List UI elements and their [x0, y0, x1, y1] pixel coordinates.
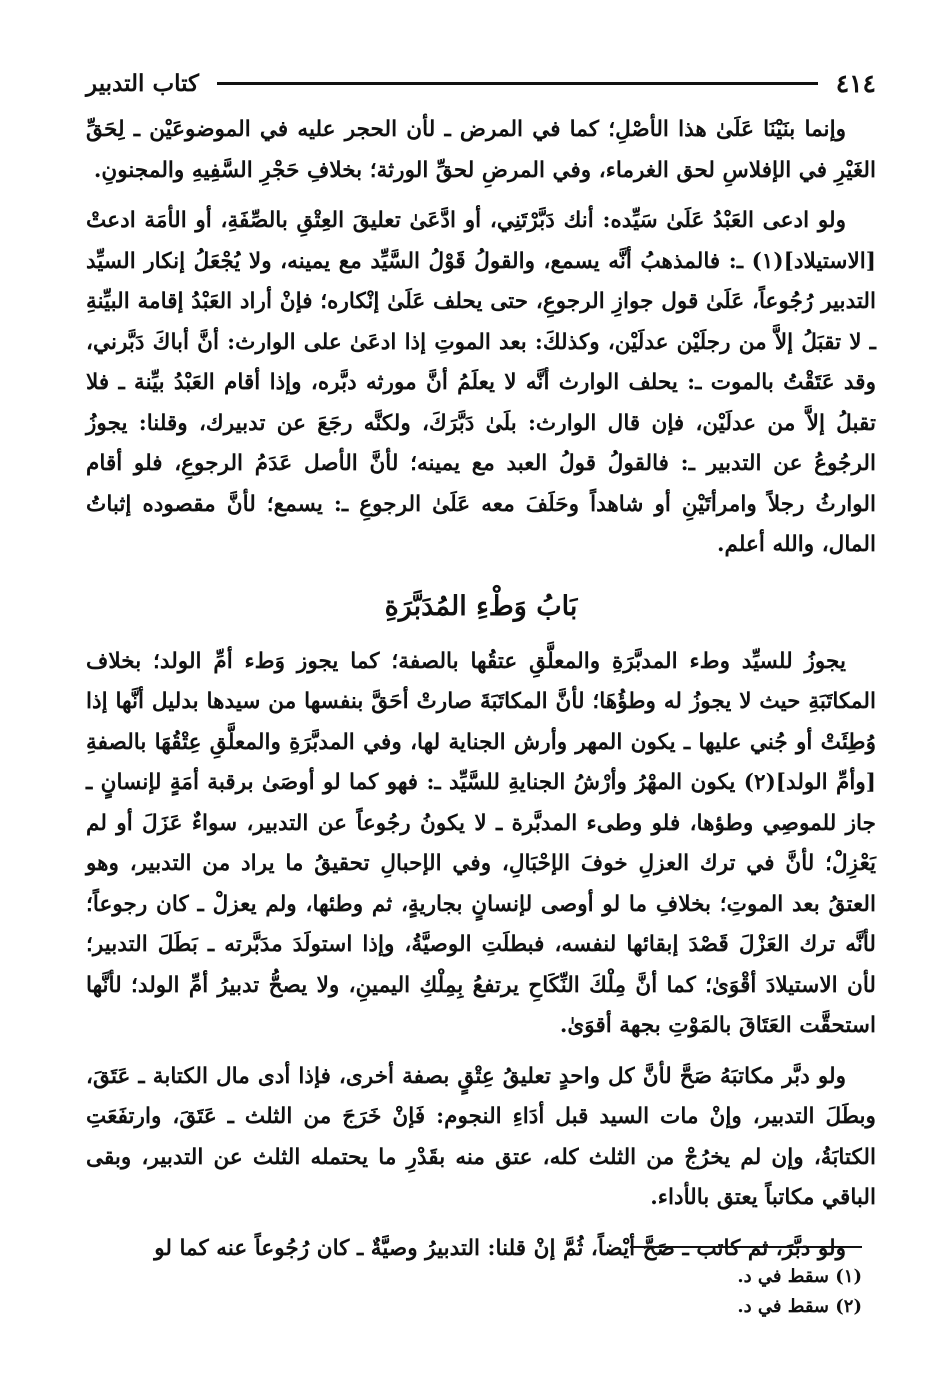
book-title: كتاب التدبير: [86, 69, 200, 97]
footnotes: [462, 1262, 862, 1322]
footnote: (١) سقط في د.: [737, 1266, 862, 1287]
page-number: ٤١٤: [835, 68, 876, 98]
header-rule: [217, 82, 818, 85]
paragraph: ولو دبَّر مكاتبَهُ صَحَّ لأنَّ كل واحدٍ تعليقُ عِتْقٍ بصفة أخرى، فإذا أدى مال الكتابة ـ عَتَقَ، وبطَلَ التدبير، وإنْ مات السيد قبل أدَاءِ النجوم: فَإنْ خَرَجَ من الثلث ـ عَتَقَ، وارتفَعَتِ الكتابَةُ، وإن لم يخرُجْ من الثلث كله، عتق منه بقَدْرِ ما يحتمله الثلث عن التدبير، وبقى الباقي مكاتباً يعتق بالأداء.: [86, 1063, 876, 1210]
chapter-title: بَابُ وَطْءِ المُدَبَّرَةِ: [384, 590, 578, 622]
paragraph: ولو ادعى العَبْدُ عَلَىٰ سَيِّده: أنك دَبَّرْتَنِي، أو ادَّعَىٰ تعليقَ العِتْقِ بالصِّفَةِ، أو الأمَة ادعتْ [الاستيلاد](١) ـ: فالمذهبُ أنَّه يسمع، والقولُ قَوْلُ السَّيِّد مع يمينه، ولا يُجْعَلُ إنكار السيِّد التدبير رُجُوعاً، عَلَىٰ قول جوازِ الرجوعِ، حتى يحلف عَلَىٰ إنْكاره؛ فإنْ أراد العَبْدُ إقامة البيِّنةِ ـ لا تقبَلُ إلاَّ من رجلَيْن عدلَيْن، وكذلكَ: بعد الموتِ إذا ادعَىٰ على الوارث: أنَّ أباكَ دَبَّرني، وقد عَتَقْتُ بالموت ـ: يحلف الوارث أنَّه لا يعلَمُ أنَّ مورثه دبَّره، وإذا أقام العَبْدُ بيِّنة ـ فلا تقبلُ إلاَّ من عدلَيْن، فإن قال الوارث: بلَىٰ دَبَّرَكَ، ولكنَّه رجَعَ عن تدبيرك، وقلنا: يجوزُ الرجُوعُ عن التدبير ـ: فالقولُ قولُ العبد مع يمينه؛ لأنَّ الأصل عَدَمُ الرجوعِ، فلو أقام الوارثُ رجلاً وامرأتَيْنِ أو شاهداً وحَلَفَ معه عَلَىٰ الرجوعِ ـ: يسمع؛ لأنَّ مقصوده إثباتُ المال، والله أعلم.: [86, 208, 876, 557]
paragraph: ولو دبَّرَ، ثم كاتب ـ صَحَّ أيْضاً، ثُمَّ إنْ قلنا: التدبيرُ وصيَّةٌ ـ كان رُجُوعاً عنه كما لو: [154, 1235, 846, 1261]
paragraph: يجوزُ للسيِّد وطء المدبَّرَةِ والمعلَّقِ عتقُها بالصفة؛ كما يجوز وَطء أمِّ الولد؛ بخلاف المكاتَبَةِ حيث لا يجوزُ له وطؤُهَا؛ لأنَّ المكاتَبَةَ صارتْ أحَقَّ بنفسها من سيدها بدليل أنَّها إذا وُطِئَتْ أو جُني عليها ـ يكون المهر وأرش الجناية لها، وفي المدبَّرَةِ والمعلَّقِ عِتْقُهَا بالصفةِ [وأمِّ الولد](٢) يكون المهْرُ وأرْشُ الجنايةِ للسَّيِّد ـ: فهو كما لو أوصَىٰ برقبة أمَةٍ لإنسانٍ ـ جاز للموصِي وطؤها، فلو وطىء المدبَّرة ـ لا يكونُ رجُوعاً عن التدبير، سواءٌ عَزَلَ أو لم يَعْزِلْ؛ لأنَّ في ترك العزلِ خوفَ الإحْبَالِ، وفي الإحبالِ تحقيقُ ما يراد من التدبير، وهو العتقُ بعد الموتِ؛ بخلافِ ما لو أوصى لإنسانٍ بجاريةٍ، ثم وطئها، ولم يعزلْ ـ كان رجوعاً؛ لأنَّه ترك العَزْلَ قَصْدَ إبقائها لنفسه، فبطلَتِ الوصيَّةُ، وإذا استولَدَ مدَبَّرته ـ بَطَلَ التدبير؛ لأن الاستيلادَ أقْوَىٰ؛ كما أنَّ مِلْكَ النِّكَاحِ يرتفعُ بِمِلْكِ اليمينِ، ولا يصحُّ تدبيرُ أمِّ الولد؛ لأنَّها استحقَّت العَتَاقَ بالمَوْتِ بجهة أقوَىٰ.: [86, 648, 876, 1038]
footnote-rule: [630, 1246, 862, 1248]
book-page: [86, 62, 876, 1269]
page-header: [86, 62, 876, 104]
paragraph: وإنما بنَيْنَا عَلَىٰ هذا الأصْلِ؛ كما في المرض ـ لأن الحجر عليه في الموضوعَيْن ـ لِحَقِّ الغَيْرِ في الإفلاسِ لحق الغرماء، وفي المرضِ لحقِّ الورثة؛ بخلافِ حَجْرِ السَّفِيهِ والمجنونِ.: [86, 117, 876, 183]
footnote: (٢) سقط في د.: [737, 1296, 862, 1317]
